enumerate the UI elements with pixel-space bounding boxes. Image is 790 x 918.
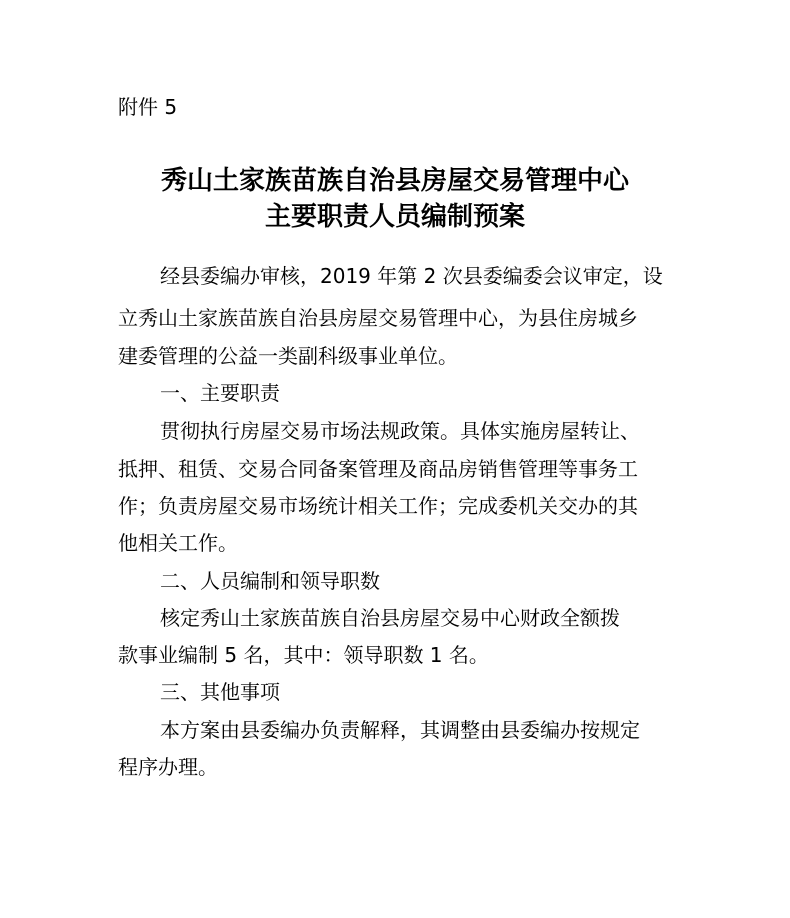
section-3-line-1: 本方案由县委编办负责解释，其调整由县委编办按规定: [160, 718, 640, 742]
section-3-heading: 三、其他事项: [160, 680, 280, 704]
document-title-line-2: 主要职责人员编制预案: [264, 202, 525, 232]
section-1-line-3: 作；负责房屋交易市场统计相关工作；完成委机关交办的其: [118, 494, 638, 518]
section-3-line-2: 程序办理。: [118, 755, 218, 779]
attachment-label: 附件 5: [118, 95, 178, 119]
section-1-line-2: 抵押、租赁、交易合同备案管理及商品房销售管理等事务工: [118, 457, 638, 481]
intro-line-2: 立秀山土家族苗族自治县房屋交易管理中心，为县住房城乡: [118, 306, 638, 330]
section-2-heading: 二、人员编制和领导职数: [160, 569, 380, 593]
section-2-line-2: 款事业编制 5 名，其中：领导职数 1 名。: [118, 643, 489, 667]
section-1-heading: 一、主要职责: [160, 381, 280, 405]
section-1-line-4: 他相关工作。: [118, 531, 238, 555]
intro-line-1: 经县委编办审核，2019 年第 2 次县委编委会议审定，设: [160, 264, 663, 288]
intro-line-3: 建委管理的公益一类副科级事业单位。: [118, 344, 458, 368]
section-2-line-1: 核定秀山土家族苗族自治县房屋交易中心财政全额拨: [160, 606, 620, 630]
document-title-line-1: 秀山土家族苗族自治县房屋交易管理中心: [160, 166, 629, 196]
section-1-line-1: 贯彻执行房屋交易市场法规政策。具体实施房屋转让、: [160, 419, 640, 443]
